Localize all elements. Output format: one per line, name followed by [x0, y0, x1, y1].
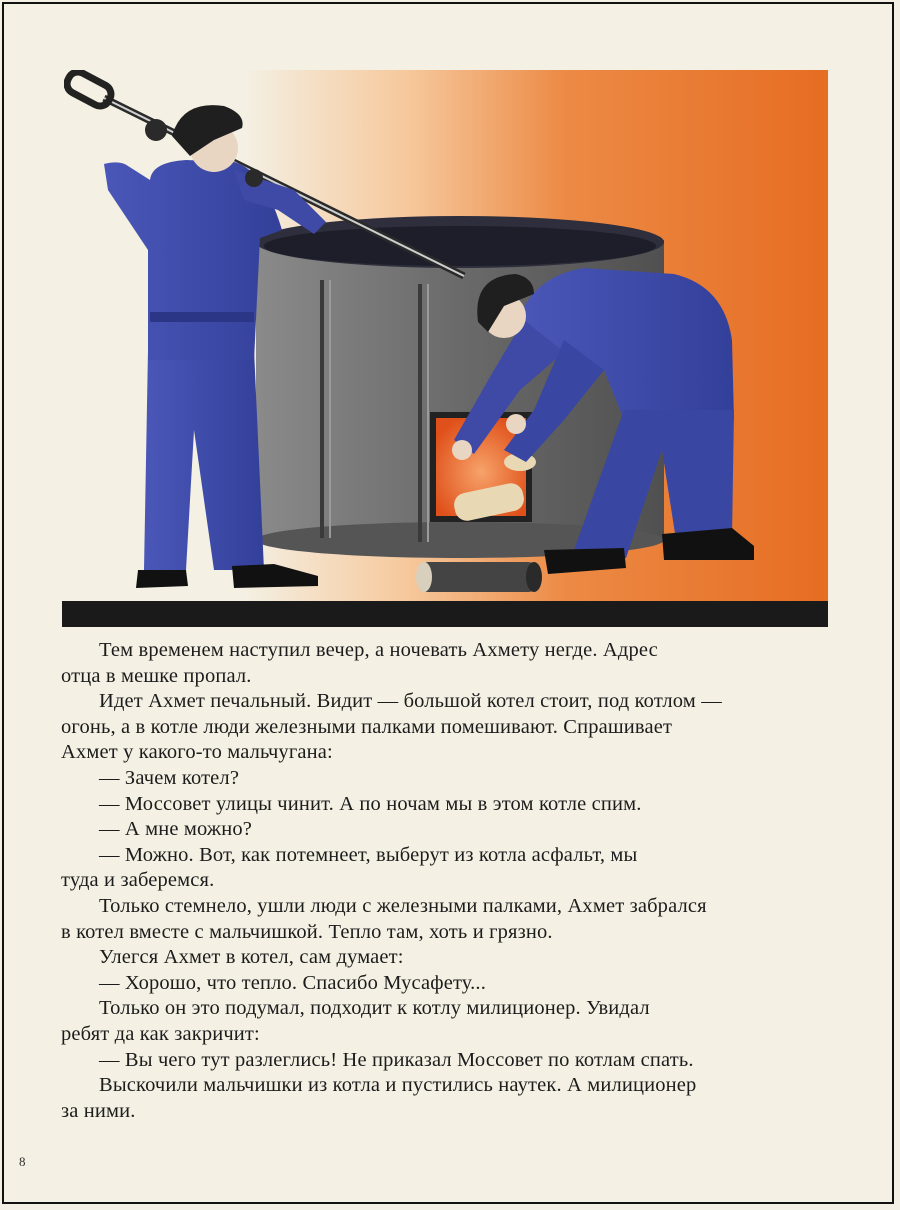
workers-at-asphalt-cauldron-illustration	[64, 70, 828, 602]
paragraph-line: Идет Ахмет печальный. Видит — большой котел стоит, под котлом —	[99, 690, 722, 713]
paragraph-line: Выскочили мальчишки из котла и пустились наутек. А милиционер	[99, 1074, 697, 1097]
illustration-ground-bar	[62, 601, 828, 627]
firewood-log	[416, 562, 542, 592]
paragraph-line: Тем временем наступил вечер, а ночевать Ахмету негде. Адрес	[99, 639, 658, 661]
story-text	[61, 638, 837, 1124]
dialogue-line: — Хорошо, что тепло. Спасибо Мусафету...	[99, 971, 486, 994]
paragraph-line: ребят да как закричит:	[61, 1022, 260, 1045]
dialogue-line: — Зачем котел?	[99, 766, 240, 789]
dialogue-line: — Вы чего тут разлеглись! Не приказал Моссовет по котлам спать.	[99, 1048, 694, 1071]
dialogue-line: — Можно. Вот, как потемнеет, выберут из котла асфальт, мы	[99, 843, 638, 866]
paragraph-line: отца в мешке пропал.	[61, 664, 252, 687]
dialogue-line: — А мне можно?	[99, 818, 253, 841]
dialogue-line: — Моссовет улицы чинит. А по ночам мы в этом котле спим.	[99, 792, 642, 815]
book-page	[2, 2, 894, 1204]
paragraph-line: за ними.	[61, 1099, 136, 1122]
paragraph-line: в котел вместе с мальчишкой. Тепло там, хоть и грязно.	[61, 920, 553, 943]
paragraph-line: Улегся Ахмет в котел, сам думает:	[99, 946, 404, 969]
paragraph-line: огонь, а в котле люди железными палками помешивают. Спрашивает	[61, 715, 673, 738]
page-number: 8	[19, 1154, 26, 1169]
paragraph-line: Только стемнело, ушли люди с железными палками, Ахмет забрался	[99, 894, 707, 917]
paragraph-line: Только он это подумал, подходит к котлу милиционер. Увидал	[99, 997, 650, 1020]
paragraph-line: Ахмет у какого-то мальчугана:	[61, 741, 333, 764]
paragraph-line: туда и заберемся.	[61, 869, 215, 892]
